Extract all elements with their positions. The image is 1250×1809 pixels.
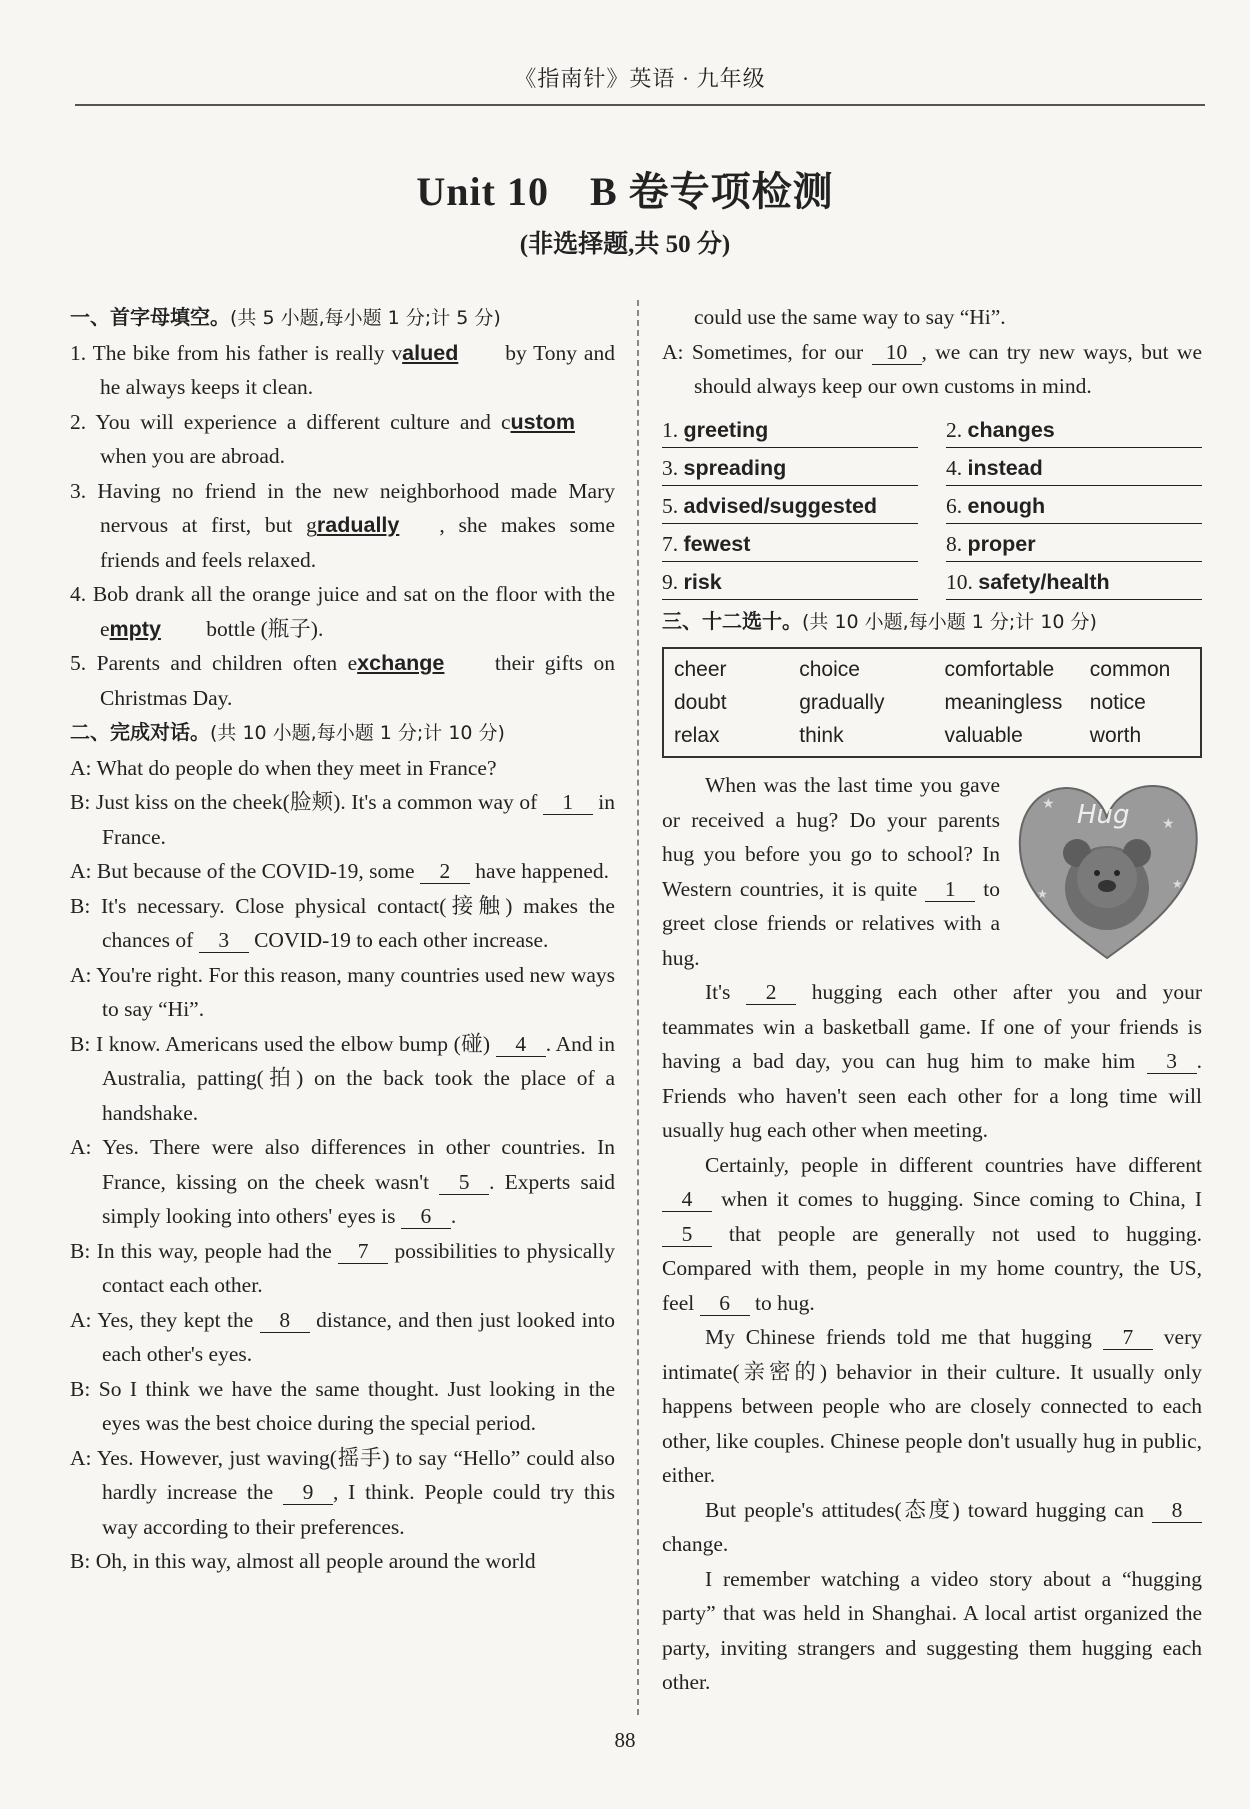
svg-text:★: ★ (1172, 877, 1183, 891)
dialog-text: Yes. However, just waving(摇手) to say “Hello” could also hardly increase the (96, 1445, 615, 1504)
passage-text: But people's attitudes(态度) toward hugging can (705, 1497, 1152, 1522)
dialog-line (70, 785, 615, 854)
word-bank-item: comfortable (944, 658, 1055, 681)
right-column (662, 300, 1202, 1700)
passage-text: to greet close friends or relatives with a hug. (662, 876, 1000, 970)
answer-text: greeting (683, 417, 769, 442)
word-bank-item: gradually (799, 691, 885, 714)
dialog-line (70, 1027, 615, 1131)
passage-blank: 4 (662, 1187, 712, 1212)
answer-text: safety/health (978, 569, 1110, 594)
word-bank-item: common (1089, 658, 1171, 681)
passage-blank: 5 (662, 1222, 712, 1247)
item-number: 1. (70, 340, 93, 365)
answer-text: enough (967, 493, 1046, 518)
answer-cell (662, 448, 918, 486)
speaker-label: B: (70, 1031, 96, 1056)
speaker-label: B: (70, 790, 96, 814)
item-answer: xchange (357, 651, 445, 675)
dialog-text: . And in Australia, patting(拍) on the back took the place of a handshake. (102, 1031, 615, 1125)
page-number: 88 (614, 1728, 636, 1752)
speaker-label: A: (70, 755, 97, 780)
passage-text: change. (662, 1532, 729, 1556)
passage-text: My Chinese friends told me that hugging (705, 1325, 1103, 1349)
item-number: 4. (70, 582, 93, 606)
passage-text: When was the last time you gave or received a hug? Do your parents hug you before you go to school? In Western countries, it is quite (662, 773, 1000, 901)
answer-number: 10. (946, 569, 979, 594)
dialog-text: Yes. There were also differences in other countries. In France, kissing on the cheek wasn't (102, 1135, 616, 1194)
dialog-line (70, 1441, 615, 1545)
item-text: , she makes some friends and feels relaxed. (100, 513, 615, 572)
item-answer: mpty (109, 616, 161, 641)
answer-number: 5. (662, 493, 684, 518)
dialog-line-continued: could use the same way to say “Hi”. (694, 305, 1006, 329)
section1-items (70, 336, 615, 716)
answer-cell (662, 524, 918, 562)
dialog-text: What do people do when they meet in France? (96, 755, 497, 780)
item-number: 3. (70, 478, 98, 503)
svg-text:★: ★ (1162, 817, 1175, 832)
dialog-line (70, 854, 615, 889)
dialog-blank: 5 (439, 1170, 489, 1195)
dialog-text: distance, and then just looked into each other's eyes. (102, 1307, 616, 1366)
item-text: bottle (瓶子). (200, 616, 324, 641)
passage-paragraph (662, 975, 1202, 1148)
item-number: 2. (70, 409, 96, 434)
answer-cell (946, 562, 1202, 600)
passage-text: . Friends who haven't seen each other for a long time will usually hug each other when meeting. (662, 1049, 1202, 1142)
answer-text: proper (967, 531, 1036, 556)
answer-number: 7. (662, 531, 684, 556)
passage-paragraph (662, 1493, 1202, 1562)
dialog-text: But because of the COVID-19, some (96, 859, 420, 883)
passage-blank: 7 (1103, 1325, 1153, 1350)
item-answer: alued (402, 340, 459, 365)
word-bank-item: worth (1089, 724, 1142, 747)
left-column (70, 300, 615, 1579)
answer-number: 4. (946, 455, 968, 480)
dialog-text: have happened. (469, 859, 609, 883)
fill-item (70, 405, 615, 474)
dialog-blank: 8 (260, 1308, 310, 1333)
section1-heading: 一、首字母填空。(共 5 小题,每小题 1 分;计 5 分) (70, 305, 501, 329)
speaker-label: A: (70, 962, 97, 987)
passage-paragraph (662, 1320, 1202, 1493)
item-answer: ustom (510, 409, 575, 434)
dialog-text: In this way, people had the (96, 1238, 339, 1263)
passage-text: very intimate(亲密的) behavior in their culture. It usually only happens between people who are closely connected to each other, like couples. Chinese people don't usually hug in public, either. (662, 1325, 1203, 1487)
dialog-blank: 1 (543, 790, 593, 815)
answer-text: changes (967, 417, 1055, 442)
dialog-text: So I think we have the same thought. Just looking in the eyes was the best choice during the special period. (98, 1376, 615, 1435)
dialog-text: Yes, they kept the (97, 1307, 260, 1332)
dialog-line (662, 335, 1202, 404)
item-text: Parents and children often e (96, 651, 358, 675)
dialog-text: , we can try new ways, but we should always keep our own customs in mind. (694, 339, 1202, 398)
svg-text:★: ★ (1037, 887, 1048, 901)
dialog-blank: 3 (199, 928, 249, 953)
dialog-blank: 9 (283, 1480, 333, 1505)
fill-item (70, 577, 615, 646)
page-title: Unit 10 B 卷专项检测 (416, 169, 834, 214)
word-bank-item: valuable (944, 724, 1023, 747)
fill-item (70, 646, 615, 715)
dialog-line (70, 958, 615, 1027)
answer-number: 9. (662, 569, 684, 594)
answer-cell (946, 448, 1202, 486)
dialog-line (70, 1130, 615, 1234)
hug-label: Hug (1077, 800, 1130, 830)
speaker-label: A: (70, 1307, 98, 1332)
item-text: The bike from his father is really v (92, 340, 403, 365)
item-answer: radually (316, 513, 400, 537)
answer-text: advised/suggested (683, 493, 878, 518)
answer-cell (662, 562, 918, 600)
passage-text: to hug. (749, 1290, 815, 1315)
dialog-line (70, 751, 615, 786)
dialog-blank: 7 (338, 1239, 388, 1264)
item-number: 5. (70, 651, 97, 675)
dialog-text: I know. Americans used the elbow bump (碰) (95, 1031, 496, 1056)
passage-blank: 1 (925, 877, 975, 902)
speaker-label: A: (70, 1135, 103, 1159)
passage-text: when it comes to hugging. Since coming to China, I (712, 1187, 1202, 1211)
speaker-label: A: (70, 859, 97, 883)
item-text: Having no friend in the new neighborhood made Mary nervous at first, but g (97, 478, 615, 537)
dialog-text: in France. (102, 790, 615, 849)
passage-blank: 6 (700, 1291, 750, 1316)
dialog-text: You're right. For this reason, many countries used new ways to say “Hi”. (96, 962, 616, 1021)
passage-blank: 8 (1152, 1498, 1202, 1523)
answer-number: 1. (662, 417, 684, 442)
answer-number: 3. (662, 455, 684, 480)
item-text: when you are abroad. (100, 444, 286, 468)
dialog-blank: 6 (401, 1204, 451, 1229)
answer-cell (662, 486, 918, 524)
item-text: their gifts on Christmas Day. (100, 651, 616, 710)
answer-number: 8. (946, 531, 968, 556)
word-bank-item: relax (674, 724, 720, 747)
fill-item (70, 474, 615, 578)
answer-text: fewest (683, 531, 751, 556)
passage-text: It's (705, 980, 747, 1004)
dialog-line (70, 1234, 615, 1303)
word-bank-item: notice (1089, 691, 1146, 714)
answer-cell (662, 410, 918, 448)
dialog-right (662, 300, 1202, 404)
item-text: Bob drank all the orange juice and sat on the floor with the e (92, 582, 615, 641)
word-bank-item: doubt (674, 691, 727, 714)
answer-cell (946, 524, 1202, 562)
dialog-text: It's necessary. Close physical contact(接触) makes the chances of (100, 893, 615, 952)
dialog-text: possibilities to physically contact each other. (102, 1238, 615, 1297)
answer-cell (946, 486, 1202, 524)
page-header: 《指南针》英语 · 九年级 (75, 62, 1205, 106)
reading-passage (662, 768, 1202, 1700)
page-subtitle: (非选择题,共 50 分) (519, 231, 731, 258)
column-divider (637, 300, 639, 1715)
section2-heading: 二、完成对话。(共 10 小题,每小题 1 分;计 10 分) (70, 720, 505, 744)
fill-item (70, 336, 615, 405)
dialog-text: . (450, 1204, 457, 1228)
item-text: by Tony and he always keeps it clean. (100, 340, 615, 399)
passage-text: that people are generally not used to hugging. Compared with them, people in my home country, the US, feel (662, 1221, 1202, 1315)
speaker-label: B: (70, 1549, 96, 1573)
dialog-blank: 2 (420, 859, 470, 884)
hug-bear-image (1012, 768, 1202, 963)
answer-cell (946, 410, 1202, 448)
dialog-text: Sometimes, for our (691, 339, 872, 364)
passage-paragraph (662, 1562, 1202, 1700)
answer-text: spreading (683, 455, 787, 480)
speaker-label: B: (70, 893, 101, 918)
dialog-blank: 4 (496, 1032, 546, 1057)
section2-answer-grid (662, 410, 1202, 600)
passage-blank: 3 (1147, 1049, 1197, 1074)
passage-text: Certainly, people in different countries have different (705, 1152, 1202, 1177)
answer-text: risk (683, 569, 722, 594)
item-text: You will experience a different culture and c (95, 409, 511, 434)
dialog-blank: 10 (872, 340, 922, 365)
speaker-label: A: (70, 1445, 97, 1470)
dialog-line (70, 889, 615, 958)
dialog-line (70, 1544, 615, 1579)
dialog-text: , I think. People could try this way according to their preferences. (102, 1480, 615, 1539)
speaker-label: B: (70, 1238, 97, 1263)
dialog-text: . Experts said simply looking into others' eyes is (102, 1169, 616, 1228)
dialog-text: Just kiss on the cheek(脸颊). It's a common way of (95, 790, 543, 814)
answer-number: 2. (946, 417, 968, 442)
dialog-line (70, 1372, 615, 1441)
word-bank-item: meaningless (944, 691, 1063, 714)
section3-heading: 三、十二选十。(共 10 小题,每小题 1 分;计 10 分) (662, 608, 1097, 633)
word-bank (662, 647, 1202, 758)
speaker-label: B: (70, 1376, 99, 1401)
dialog-text: COVID-19 to each other increase. (248, 928, 549, 952)
dialog-line (70, 1303, 615, 1372)
passage-blank: 2 (746, 980, 796, 1005)
passage-text: hugging each other after you and your teammates win a basketball game. If one of your friends is having a bad day, you can hug him to make him (662, 980, 1203, 1073)
word-bank-item: cheer (674, 658, 727, 681)
answer-text: instead (967, 455, 1043, 480)
dialog-text: Oh, in this way, almost all people around the world (95, 1549, 536, 1573)
speaker-label: A: (662, 339, 692, 364)
passage-text: I remember watching a video story about a “hugging party” that was held in Shanghai. A local artist organized the party, inviting strangers and suggesting them hugging each other. (662, 1566, 1202, 1694)
dialog-left (70, 751, 615, 1579)
answer-number: 6. (946, 493, 968, 518)
passage-paragraph (662, 1148, 1202, 1321)
word-bank-item: choice (799, 658, 860, 681)
word-bank-item: think (799, 724, 844, 747)
svg-text:★: ★ (1042, 797, 1055, 812)
